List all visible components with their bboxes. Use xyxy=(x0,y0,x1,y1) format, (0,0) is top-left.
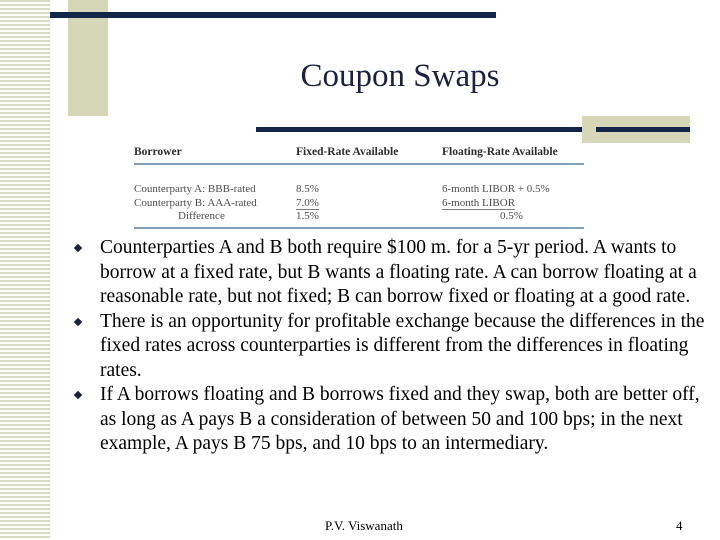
table-cell-borrower: Counterparty A: BBB-rated xyxy=(134,183,256,195)
table-row xyxy=(134,164,584,197)
table-cell-fixed-difference: 1.5% xyxy=(296,210,319,222)
table-header-row xyxy=(134,138,584,164)
table-cell-floating-rate: 6-month LIBOR + 0.5% xyxy=(442,183,550,195)
diamond-bullet-icon xyxy=(74,391,82,399)
table-cell-floating-difference xyxy=(442,210,584,224)
table-cell-fixed-rate: 8.5% xyxy=(296,183,319,195)
table-bottom-rule xyxy=(134,224,584,228)
footer-page-number: 4 xyxy=(676,518,683,533)
decorative-title-rule-end xyxy=(596,127,690,132)
table-cell-floating-rate-value: 6-month LIBOR xyxy=(442,196,516,209)
decorative-top-rule xyxy=(50,12,496,18)
diamond-bullet-icon xyxy=(74,317,82,325)
bullet-list xyxy=(72,236,717,457)
table-cell-difference-label: Difference xyxy=(178,210,225,222)
bullet-text: Counterparties A and B both require $100 m. for a 5-yr period. A wants to borrow at a fixed rate, but B wants a floating rate. A can borrow floating at a reasonable rate, but not fixed; B can borrow fixed or floating at a good rate. xyxy=(100,237,697,307)
footer-author: P.V. Viswanath xyxy=(325,518,403,533)
table-cell-floating-difference-value: 0.5% xyxy=(500,210,523,222)
table-bottom-rule-row xyxy=(134,224,584,228)
column-header-fixed-rate: Fixed-Rate Available xyxy=(296,138,442,164)
slide-title: Coupon Swaps xyxy=(300,58,500,94)
rate-table-figure xyxy=(134,138,584,229)
bullet-item xyxy=(72,236,717,310)
table-cell-fixed-rate-value: 7.0% xyxy=(296,196,319,209)
column-header-borrower: Borrower xyxy=(134,138,296,164)
table-cell-borrower: Counterparty B: AAA-rated xyxy=(134,196,257,209)
table-row xyxy=(134,197,584,211)
bullet-item xyxy=(72,310,717,384)
rate-table xyxy=(134,138,584,229)
bullet-text: If A borrows floating and B borrows fixed and they swap, both are better off, as long as A pays B a consideration of between 50 and 100 bps; in the next example, A pays B 75 bps, and 10 bps to an intermediary. xyxy=(100,384,700,454)
diamond-bullet-icon xyxy=(74,244,82,252)
bullet-text: There is an opportunity for profitable exchange because the differences in the fixed rates across counterparties is different from the differences in floating rates. xyxy=(100,310,705,381)
table-cell-floating-rate xyxy=(442,197,584,211)
bullet-item xyxy=(72,383,717,457)
column-header-floating-rate: Floating-Rate Available xyxy=(442,138,584,164)
decorative-stripe-bar xyxy=(0,0,50,540)
table-row-difference xyxy=(134,210,584,224)
table-cell-fixed-rate xyxy=(296,197,442,211)
